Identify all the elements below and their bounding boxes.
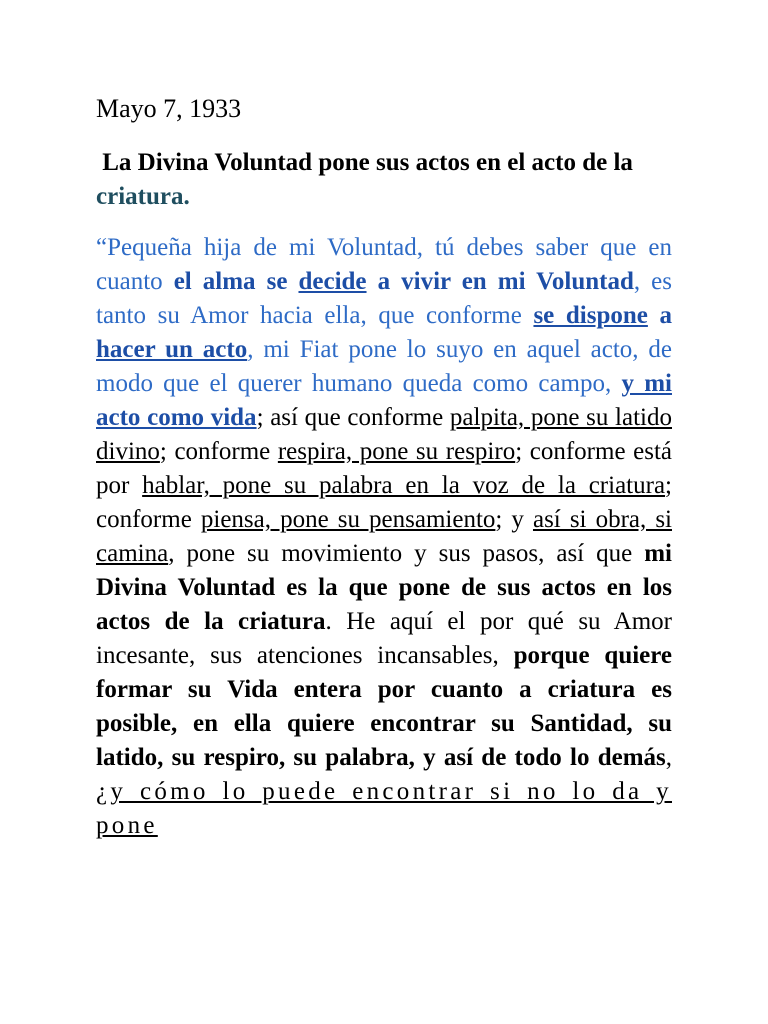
seg-12: ; conforme bbox=[159, 438, 278, 465]
title-main: La Divina Voluntad pone sus actos en el acto de la bbox=[102, 149, 633, 176]
seg-13: respira, pone su respiro bbox=[277, 438, 516, 465]
seg-8: , mi Fiat pone lo suyo en aquel acto, de modo que el querer humano queda como campo, bbox=[96, 336, 672, 397]
title-tail: criatura. bbox=[96, 183, 190, 210]
seg-9: y mi acto como vida bbox=[96, 370, 672, 431]
body-paragraph bbox=[96, 231, 672, 843]
entry-body bbox=[96, 231, 672, 843]
seg-16: ; conforme bbox=[96, 472, 672, 533]
seg-17: piensa, pone su pensamiento bbox=[200, 506, 496, 533]
seg-6: a bbox=[647, 302, 673, 329]
seg-2: decide bbox=[298, 268, 367, 295]
seg-25: ¿y cómo lo puede encontrar si no lo da y pone bbox=[96, 778, 672, 839]
seg-18: ; y bbox=[495, 506, 533, 533]
seg-10: ; así que conforme bbox=[256, 404, 450, 431]
seg-5: se dispone bbox=[533, 302, 648, 329]
entry-date: Mayo 7, 1933 bbox=[96, 94, 242, 123]
seg-4: , es tanto su Amor hacia ella, que conforme bbox=[96, 268, 672, 329]
seg-14: ; conforme está por bbox=[96, 438, 673, 499]
seg-19: así si obra, si camina bbox=[96, 506, 672, 567]
seg-24: , bbox=[665, 744, 672, 771]
seg-11: palpita, pone su latido divino bbox=[96, 404, 672, 465]
seg-22: . He aquí el por qué su Amor incesante, sus atenciones incansables, bbox=[96, 608, 672, 669]
seg-7: hacer un acto bbox=[96, 336, 248, 363]
seg-3: a vivir en mi Voluntad bbox=[366, 268, 634, 295]
seg-21: mi Divina Voluntad es la que pone de sus actos en los actos de la criatura bbox=[96, 540, 672, 635]
seg-23: porque quiere formar su Vida entera por cuanto a criatura es posible, en ella quiere encontrar su Santidad, su latido, su respiro, su palabra, y así de todo lo demás bbox=[96, 642, 673, 771]
seg-0: “Pequeña hija de mi Voluntad, tú debes saber que en cuanto bbox=[96, 234, 672, 295]
seg-15: hablar, pone su palabra en la voz de la criatura bbox=[142, 472, 666, 499]
entry-title bbox=[96, 146, 676, 214]
seg-1: el alma se bbox=[173, 268, 299, 295]
seg-20: , pone su movimiento y sus pasos, así que bbox=[168, 540, 645, 567]
